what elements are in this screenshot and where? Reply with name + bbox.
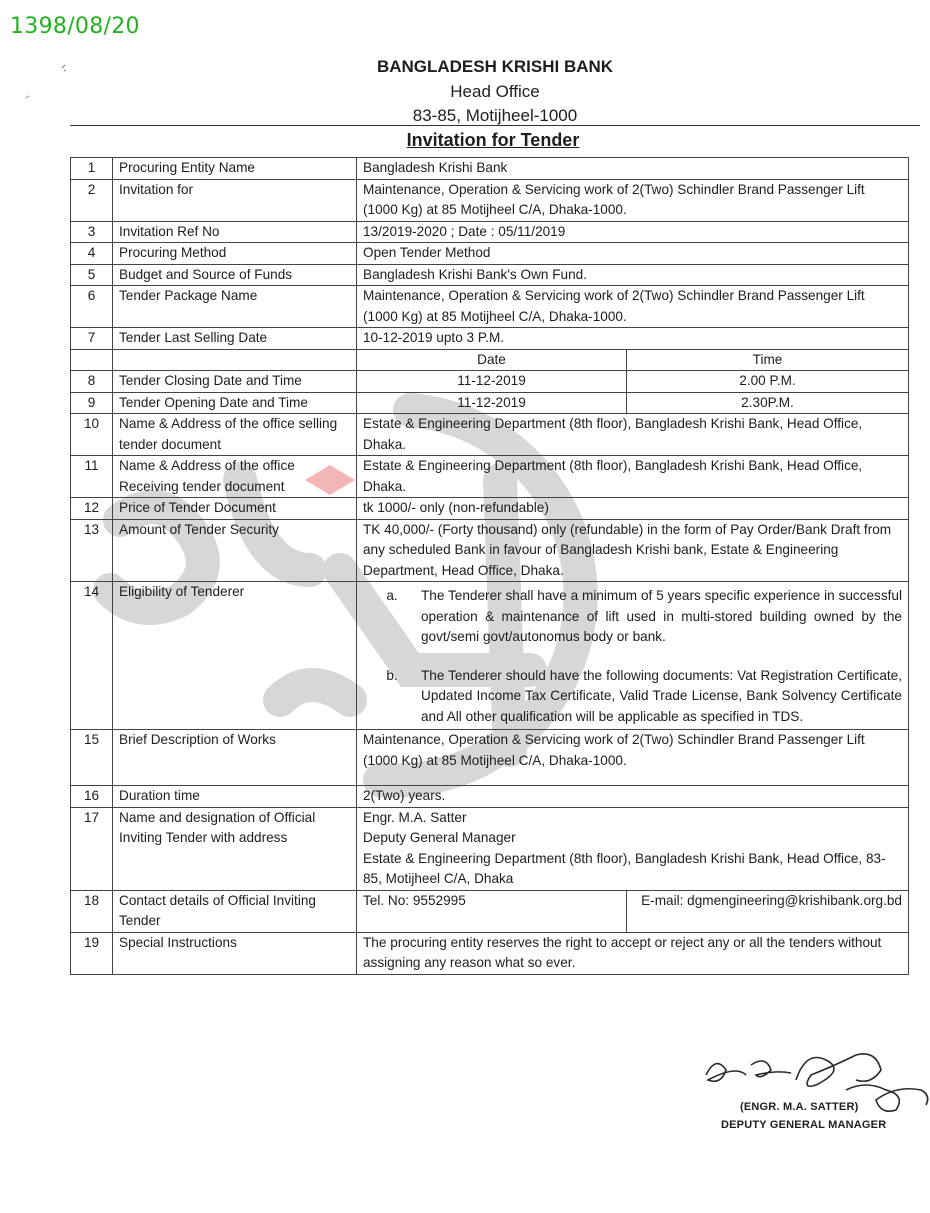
office-address: 83-85, Motijheel-1000 bbox=[412, 106, 578, 125]
row-value: tk 1000/- only (non-refundable) bbox=[357, 498, 909, 520]
row-label: Budget and Source of Funds bbox=[113, 264, 357, 286]
table-row bbox=[71, 221, 909, 243]
official-address-cell bbox=[357, 807, 909, 890]
row-number: 4 bbox=[71, 243, 113, 265]
eligibility-list-cell bbox=[357, 582, 909, 730]
eligibility-list bbox=[363, 586, 902, 727]
row-label: Name & Address of the office selling tender document bbox=[113, 414, 357, 456]
date-column-header: Date bbox=[357, 349, 627, 371]
date-stamp: 1398/08/20 bbox=[10, 14, 140, 39]
row-number: 3 bbox=[71, 221, 113, 243]
page-title-text: Invitation for Tender bbox=[406, 130, 580, 150]
row-value: Bangladesh Krishi Bank's Own Fund. bbox=[357, 264, 909, 286]
signatory-title: DEPUTY GENERAL MANAGER bbox=[721, 1119, 887, 1131]
list-marker: b. bbox=[386, 667, 398, 683]
letterhead bbox=[0, 54, 930, 128]
row-label: Amount of Tender Security bbox=[113, 519, 357, 582]
table-row bbox=[71, 328, 909, 350]
list-item-text: The Tenderer shall have a minimum of 5 years specific experience in successful operation & maintenance of lift used in multi-stored building owned by the govt/semi govt/autonomus body or bank. bbox=[421, 588, 902, 644]
row-value: 2(Two) years. bbox=[357, 786, 909, 808]
time-column-header: Time bbox=[627, 349, 909, 371]
row-label: Price of Tender Document bbox=[113, 498, 357, 520]
list-item bbox=[363, 666, 902, 728]
row-label: Tender Opening Date and Time bbox=[113, 392, 357, 414]
row-number: 15 bbox=[71, 730, 113, 786]
row-value: 10-12-2019 upto 3 P.M. bbox=[357, 328, 909, 350]
table-row bbox=[71, 158, 909, 180]
row-value: TK 40,000/- (Forty thousand) only (refundable) in the form of Pay Order/Bank Draft from any scheduled Bank in favour of Bangladesh Krishi bank, Estate & Engineering Department, Head Office, Dhaka. bbox=[357, 519, 909, 582]
row-number: 14 bbox=[71, 582, 113, 730]
closing-date: 11-12-2019 bbox=[357, 371, 627, 393]
list-item-text: The Tenderer should have the following documents: Vat Registration Certificate, Updated Income Tax Certificate, Valid Trade License, Bank Solvency Certificate and All other qualification will be applicable as specified in TDS. bbox=[421, 667, 902, 724]
table-row bbox=[71, 286, 909, 328]
row-label: Tender Package Name bbox=[113, 286, 357, 328]
row-label: Invitation for bbox=[113, 179, 357, 221]
table-row bbox=[71, 179, 909, 221]
table-row bbox=[71, 890, 909, 932]
table-row bbox=[71, 730, 909, 786]
contact-email: E-mail: dgmengineering@krishibank.org.bd bbox=[627, 890, 909, 932]
row-value: Bangladesh Krishi Bank bbox=[357, 158, 909, 180]
table-row bbox=[71, 932, 909, 974]
row-value: Open Tender Method bbox=[357, 243, 909, 265]
row-number: 11 bbox=[71, 456, 113, 498]
row-label: Duration time bbox=[113, 786, 357, 808]
table-row bbox=[71, 498, 909, 520]
row-label: Special Instructions bbox=[113, 932, 357, 974]
row-number: 2 bbox=[71, 179, 113, 221]
table-row bbox=[71, 392, 909, 414]
list-marker: a. bbox=[386, 588, 398, 603]
row-number: 18 bbox=[71, 890, 113, 932]
row-value: 13/2019-2020 ; Date : 05/11/2019 bbox=[357, 221, 909, 243]
row-number: 5 bbox=[71, 264, 113, 286]
row-value: The procuring entity reserves the right to accept or reject any or all the tenders without assigning any reason what so ever. bbox=[357, 932, 909, 974]
row-label: Contact details of Official Inviting Tender bbox=[113, 890, 357, 932]
row-label: Brief Description of Works bbox=[113, 730, 357, 786]
official-address: Estate & Engineering Department (8th floor), Bangladesh Krishi Bank, Head Office, 83-85, Motijheel C/A, Dhaka bbox=[363, 850, 886, 886]
table-row bbox=[71, 786, 909, 808]
row-number-empty bbox=[71, 349, 113, 371]
opening-time: 2.30P.M. bbox=[627, 392, 909, 414]
row-label: Procuring Method bbox=[113, 243, 357, 265]
row-number: 17 bbox=[71, 807, 113, 890]
row-label: Tender Closing Date and Time bbox=[113, 371, 357, 393]
row-value: Estate & Engineering Department (8th floor), Bangladesh Krishi Bank, Head Office, Dhaka. bbox=[357, 456, 909, 498]
row-value: Maintenance, Operation & Servicing work of 2(Two) Schindler Brand Passenger Lift (1000 Kg) at 85 Motijheel C/A, Dhaka-1000. bbox=[357, 286, 909, 328]
table-row bbox=[71, 371, 909, 393]
row-label: Name & Address of the office Receiving tender document bbox=[113, 456, 357, 498]
table-row bbox=[71, 264, 909, 286]
row-number: 1 bbox=[71, 158, 113, 180]
signatory-name: (ENGR. M.A. SATTER) bbox=[740, 1101, 859, 1113]
office-name: Head Office bbox=[450, 82, 540, 101]
row-label: Name and designation of Official Inviting Tender with address bbox=[113, 807, 357, 890]
table-row bbox=[71, 243, 909, 265]
row-label: Tender Last Selling Date bbox=[113, 328, 357, 350]
row-label: Eligibility of Tenderer bbox=[113, 582, 357, 730]
row-number: 13 bbox=[71, 519, 113, 582]
official-name: Engr. M.A. Satter bbox=[363, 809, 467, 825]
bank-name: BANGLADESH KRISHI BANK bbox=[376, 57, 614, 76]
header-rule bbox=[70, 125, 920, 126]
row-label-empty bbox=[113, 349, 357, 371]
table-row bbox=[71, 519, 909, 582]
table-row bbox=[71, 414, 909, 456]
row-number: 10 bbox=[71, 414, 113, 456]
table-row bbox=[71, 582, 909, 730]
row-number: 6 bbox=[71, 286, 113, 328]
tender-table bbox=[70, 157, 909, 975]
row-value: Maintenance, Operation & Servicing work of 2(Two) Schindler Brand Passenger Lift (1000 Kg) at 85 Motijheel C/A, Dhaka-1000. bbox=[357, 730, 909, 786]
date-time-header-row bbox=[71, 349, 909, 371]
row-number: 19 bbox=[71, 932, 113, 974]
page-title bbox=[0, 130, 930, 151]
opening-date: 11-12-2019 bbox=[357, 392, 627, 414]
row-number: 8 bbox=[71, 371, 113, 393]
official-designation: Deputy General Manager bbox=[363, 830, 516, 845]
list-item bbox=[363, 586, 902, 648]
row-number: 12 bbox=[71, 498, 113, 520]
table-row bbox=[71, 807, 909, 890]
contact-phone: Tel. No: 9552995 bbox=[357, 890, 627, 932]
row-number: 7 bbox=[71, 328, 113, 350]
table-row bbox=[71, 456, 909, 498]
closing-time: 2.00 P.M. bbox=[627, 371, 909, 393]
row-number: 16 bbox=[71, 786, 113, 808]
row-value: Maintenance, Operation & Servicing work of 2(Two) Schindler Brand Passenger Lift (1000 Kg) at 85 Motijheel C/A, Dhaka-1000. bbox=[357, 179, 909, 221]
row-value: Estate & Engineering Department (8th floor), Bangladesh Krishi Bank, Head Office, Dhaka. bbox=[357, 414, 909, 456]
row-label: Procuring Entity Name bbox=[113, 158, 357, 180]
row-number: 9 bbox=[71, 392, 113, 414]
row-label: Invitation Ref No bbox=[113, 221, 357, 243]
